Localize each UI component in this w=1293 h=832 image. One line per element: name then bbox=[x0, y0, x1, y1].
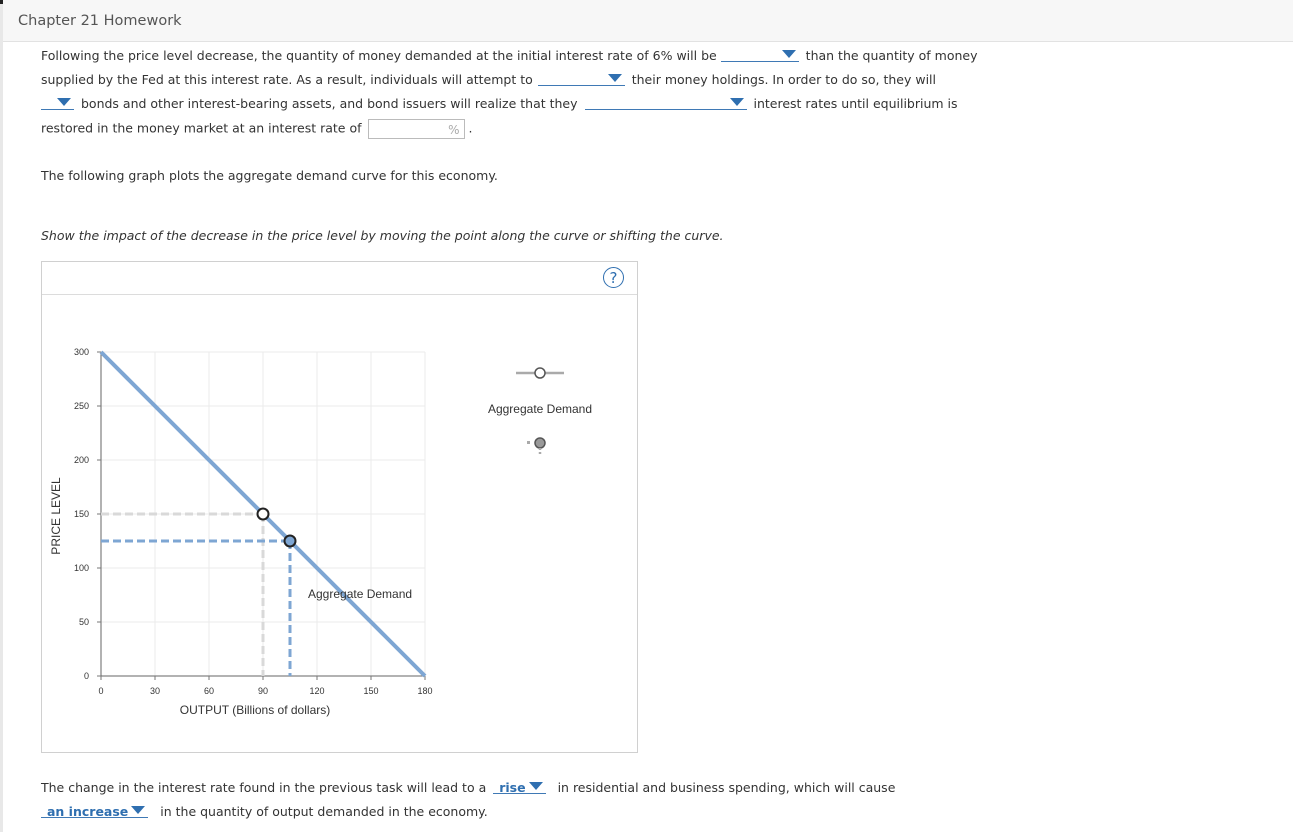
text-segment: restored in the money market at an interest rate of bbox=[41, 120, 362, 136]
text-segment: interest rates until equilibrium is bbox=[753, 96, 958, 111]
interest-rate-direction-dropdown[interactable] bbox=[585, 95, 747, 110]
y-tick-label: 50 bbox=[78, 617, 89, 627]
money-holdings-dropdown[interactable] bbox=[538, 71, 625, 86]
x-tick-label: 180 bbox=[417, 686, 433, 696]
paragraph2-line-2 bbox=[41, 803, 488, 821]
curve-label: Aggregate Demand bbox=[308, 587, 413, 602]
y-tick-label: 200 bbox=[73, 455, 89, 465]
money-demanded-dropdown[interactable] bbox=[721, 47, 799, 62]
dropdown-arrow-icon bbox=[782, 50, 796, 58]
x-tick-label: 90 bbox=[257, 686, 269, 696]
text-segment: . bbox=[468, 120, 473, 136]
y-tick-label: 0 bbox=[83, 671, 89, 681]
dropdown-value: an increase bbox=[47, 804, 129, 819]
y-axis-label: PRICE LEVEL bbox=[49, 477, 63, 555]
paragraph-line-2 bbox=[41, 71, 936, 89]
graph-instruction: Show the impact of the decrease in the price level by moving the point along the curve or shifting the curve. bbox=[41, 228, 724, 243]
ad-chart bbox=[42, 262, 637, 752]
y-tick-label: 150 bbox=[73, 509, 89, 519]
graph-intro: The following graph plots the aggregate demand curve for this economy. bbox=[41, 168, 498, 183]
initial-point-marker bbox=[258, 509, 269, 520]
dropdown-arrow-icon bbox=[608, 74, 622, 82]
page-title: Chapter 21 Homework bbox=[18, 13, 182, 29]
moved-point-marker[interactable] bbox=[285, 536, 296, 547]
percent-sign: % bbox=[448, 123, 460, 137]
y-tick-label: 250 bbox=[73, 401, 89, 411]
bonds-action-dropdown[interactable] bbox=[41, 95, 74, 110]
text-segment: bonds and other interest-bearing assets, and bond issuers will realize that they bbox=[80, 96, 578, 111]
text-segment: in residential and business spending, which will cause bbox=[557, 780, 896, 795]
dropdown-arrow-icon bbox=[730, 98, 744, 106]
left-edge bbox=[0, 0, 3, 832]
x-tick-label: 30 bbox=[149, 686, 161, 696]
x-tick-label: 0 bbox=[98, 686, 104, 696]
dropdown-arrow-icon bbox=[529, 782, 543, 790]
paragraph-line-4 bbox=[41, 119, 472, 139]
palette-line-handle-icon[interactable] bbox=[535, 368, 545, 378]
dropdown-arrow-icon bbox=[131, 806, 145, 814]
page-header bbox=[3, 0, 1293, 42]
x-tick-label: 120 bbox=[309, 686, 325, 696]
y-tick-label: 300 bbox=[73, 347, 89, 357]
text-segment: in the quantity of output demanded in the economy. bbox=[160, 804, 488, 819]
help-icon[interactable]: ? bbox=[603, 267, 624, 288]
paragraph2-line-1 bbox=[41, 779, 895, 797]
text-segment: supplied by the Fed at this interest rate. As a result, individuals will attempt to bbox=[41, 72, 533, 87]
text-segment: The change in the interest rate found in the previous task will lead to a bbox=[41, 780, 487, 795]
chart-dashed-guides bbox=[101, 514, 290, 676]
text-segment: Following the price level decrease, the quantity of money demanded at the initial interest rate of 6% will be bbox=[41, 48, 717, 63]
graph-panel bbox=[41, 261, 638, 753]
interest-rate-input[interactable] bbox=[368, 119, 465, 139]
y-tick-label: 100 bbox=[73, 563, 89, 573]
palette-label: Aggregate Demand bbox=[487, 402, 593, 416]
x-tick-label: 150 bbox=[363, 686, 379, 696]
palette-point-dot-icon bbox=[527, 441, 530, 444]
text-segment: their money holdings. In order to do so, they will bbox=[631, 72, 937, 87]
paragraph-line-1 bbox=[41, 47, 977, 65]
x-axis-label: OUTPUT (Billions of dollars) bbox=[179, 703, 331, 717]
output-change-dropdown[interactable] bbox=[41, 803, 148, 818]
dropdown-value: rise bbox=[499, 780, 526, 795]
dropdown-arrow-icon bbox=[57, 98, 71, 106]
palette-point-tool-icon[interactable] bbox=[535, 438, 545, 448]
x-tick-label: 60 bbox=[203, 686, 215, 696]
paragraph-line-3 bbox=[41, 95, 958, 113]
spending-change-dropdown[interactable] bbox=[493, 779, 545, 794]
text-segment: than the quantity of money bbox=[805, 48, 978, 63]
chart-ticks bbox=[74, 347, 433, 696]
